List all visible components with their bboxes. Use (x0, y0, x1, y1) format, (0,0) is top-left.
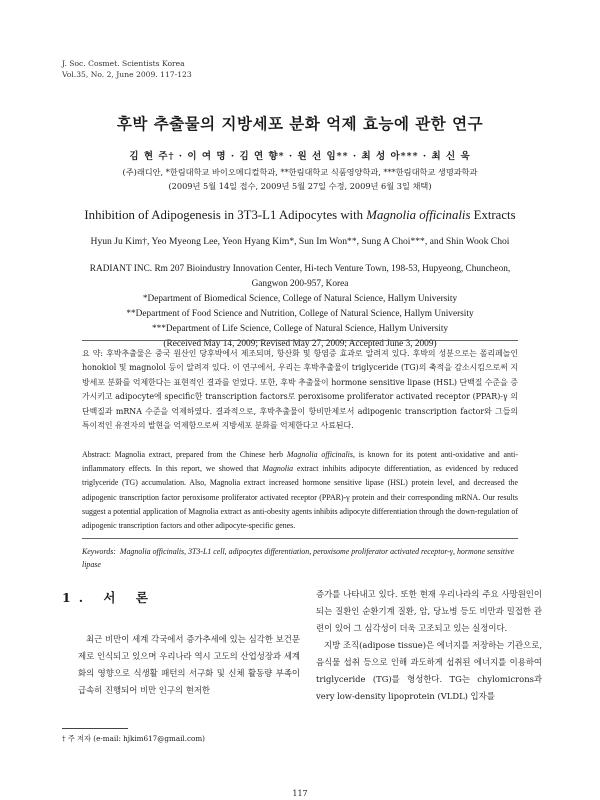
keywords-divider (82, 538, 518, 539)
body-paragraph: 최근 비만이 세계 각국에서 증가추세에 있는 심각한 보건문제로 인식되고 있으며 우리나라 역시 고도의 산업성장과 세계화의 영향으로 식생활 패턴의 서구화 및 신체 활동량 부족이 급속히 진행되어 비만 인구의 현저한 (78, 634, 300, 695)
body-right-column (316, 586, 542, 705)
body-paragraph: 지방 조직(adipose tissue)은 에너지를 저장하는 기관으로, 음식물 섭취 등으로 인해 과도하게 섭취된 에너지를 이용하여 triglyceride (TG)를 형성한다. TG는 chylomicrons과 very low-density lipoprotein (VLDL) 입자를 (316, 640, 542, 701)
korean-affiliation-line: (주)래디안, *한림대학교 바이오메디컬학과, **한림대학교 식품영양학과, ***한림대학교 생명과학과 (122, 167, 478, 177)
korean-abstract: 요 약: 후박추출물은 중국 원산인 당후박에서 제조되며, 항산화 및 항염증 효과로 알려져 있다. 후박의 성분으로는 폴리페놀인 honokiol 및 magnolol 등이 알려져 있다. 이 연구에서, 우리는 후박추출물이 triglyceride (TG)의 축적을 감소시킴으로써 지방세포 분화를 억제한다는 표현적인 결과를 얻었다. 또한, 후박 추출물이 hormone sensitive lipase (HSL) 단백질 수준을 증가시키고 adipocyte에 specific한 transcription factors로 peroxisome proliferator activated receptor (PPAR)-γ 의 단백질과 mRNA 수준을 억제하였다. 결과적으로, 후박추출물이 항비만제로서 adipogenic transcription factor와 그들의 특이적인 유전자의 발현을 억제함으로써 지방세포 분화를 억제한다고 사료된다. (82, 349, 518, 431)
abstract-top-divider (82, 340, 518, 341)
affiliation-line: ***Department of Life Science, College of Natural Science, Hallym University (151, 324, 449, 334)
keywords-text: Magnolia officinalis, 3T3-L1 cell, adipocytes differentiation, peroxisome proliferator activated receptor-γ, hormone sensitive lipase (82, 547, 515, 569)
english-affiliations (30, 262, 570, 352)
body-paragraph: 증가를 나타내고 있다. 또한 현재 우리나라의 주요 사망원인이 되는 질환인 순환기계 질환, 암, 당뇨병 등도 비만과 밀접한 관련이 있어 그 심각성이 더욱 고조되고 있는 실정이다. (316, 589, 542, 633)
korean-authors: 김 현 주† · 이 여 명 · 김 연 향* · 원 선 임** · 최 성 아*** · 최 신 욱 (129, 151, 471, 162)
affiliation-line: **Department of Food Science and Nutrition, College of Natural Science, Hallym University (126, 309, 474, 319)
korean-title: 후박 추출물의 지방세포 분화 억제 효능에 관한 연구 (116, 114, 484, 133)
section-heading: 1. 서 론 (62, 590, 156, 605)
journal-name: J. Soc. Cosmet. Scientists Korea (62, 59, 185, 68)
body-left-column (78, 631, 300, 699)
affiliation-line: *Department of Biomedical Science, College of Natural Science, Hallym University (142, 294, 458, 304)
journal-citation (62, 58, 192, 80)
keywords (82, 545, 518, 571)
abstract-genus: Magnolia (262, 464, 294, 474)
keywords-label: Keywords: (82, 547, 116, 556)
english-abstract (82, 448, 518, 533)
abstract-text: : Magnolia extract, prepared from the Chinese herb (108, 450, 287, 459)
korean-dates-line: (2009년 5월 14일 접수, 2009년 5월 27일 수정, 2009년 6월 3일 채택) (168, 181, 432, 191)
english-authors: Hyun Ju Kim†, Yeo Myeong Lee, Yeon Hyang Kim*, Sun Im Won**, Sung A Choi***, and Shin Wook Choi (90, 236, 510, 247)
english-title-prefix: Inhibition of Adipogenesis in 3T3-L1 Adipocytes with (84, 208, 367, 222)
journal-volume: Vol.35, No. 2, June 2009. 117-123 (62, 70, 192, 79)
page-number: 117 (292, 789, 308, 798)
received-dates-line: (Received May 14, 2009; Revised May 27, 2009; Accepted June 3, 2009) (163, 339, 437, 349)
abstract-text: , is known for its potent anti-oxidative and anti-inflammatory effects. In this report, we showed that (82, 450, 518, 474)
english-title-species: Magnolia officinalis (366, 208, 471, 222)
abstract-species: Magnolia officinalis (286, 450, 353, 459)
affiliation-line: RADIANT INC. Rm 207 Bioindustry Innovation Center, Hi-tech Venture Town, 198-53, Hupyeong, Chuncheon, (89, 264, 511, 274)
abstract-label: Abstract (82, 450, 109, 459)
english-title (0, 208, 600, 223)
abstract-text: extract inhibits adipocyte differentiation, as evidenced by reduced triglyceride (TG) accumulation. Also, Magnolia extract increased hormone sensitive lipase (HSL) protein level, and decreased the adipogenic transcription factor peroxisome proliferator activated receptor (PPAR)-γ protein and their corresponding mRNA. Our results suggest a potential application of Magnolia extract as anti-obesity agents inhibits adipocyte differentiation through the down-regulation of adipogenic transcription factors and other adipocyte-specific genes. (82, 464, 518, 531)
footnote-divider (62, 728, 128, 729)
footnote: † 주 저자 (e-mail: hjkim617@gmail.com) (62, 734, 205, 743)
korean-affiliations (0, 165, 600, 193)
english-title-suffix: Extracts (470, 208, 516, 222)
affiliation-line: Gangwon 200-957, Korea (251, 279, 349, 289)
